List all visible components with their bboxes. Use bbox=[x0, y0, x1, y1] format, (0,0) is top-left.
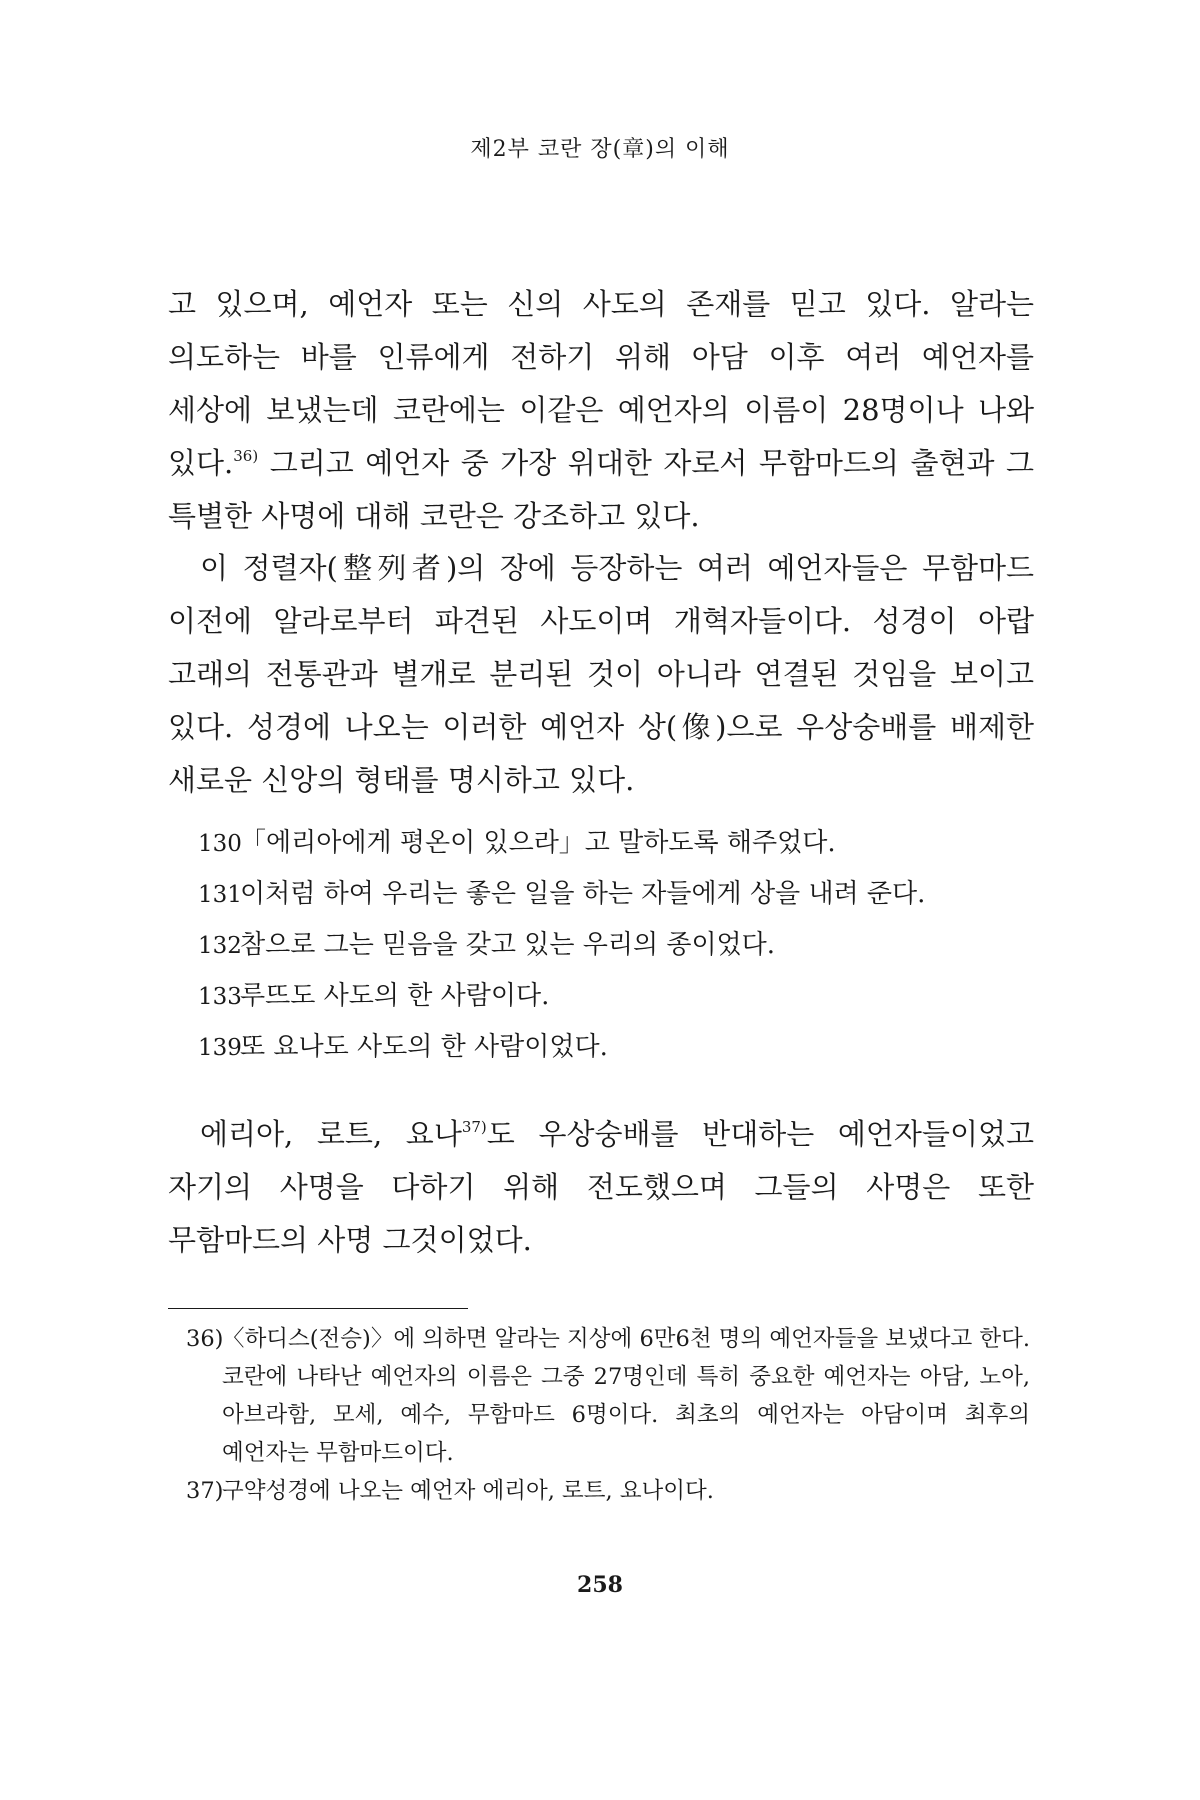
paragraph-3 bbox=[168, 1108, 1034, 1267]
footnote-number: 37) bbox=[186, 1478, 224, 1504]
paragraph-1 bbox=[168, 278, 1034, 543]
verse-text: 이처럼 하여 우리는 좋은 일을 하는 자들에게 상을 내려 준다. bbox=[240, 879, 926, 909]
verse-number: 130 bbox=[198, 831, 242, 857]
verse-list bbox=[198, 818, 1018, 1073]
footnote-number: 36) bbox=[186, 1326, 224, 1352]
verse-133 bbox=[198, 971, 1018, 1022]
running-head: 제2부 코란 장(章)의 이해 bbox=[470, 137, 730, 162]
footnote-ref-37: 37) bbox=[461, 1118, 487, 1136]
paragraph-2: 이 정렬자(整列者)의 장에 등장하는 여러 예언자들은 무함마드 이전에 알라로부터 파견된 사도이며 개혁자들이다. 성경이 아랍 고래의 전통관과 별개로 분리된 것이 아니라 연결된 것임을 보이고 있다. 성경에 나오는 이러한 예언자 상(像)으로 우상숭배를 배제한 새로운 신앙의 형태를 명시하고 있다. bbox=[168, 551, 1034, 797]
footnote-36 bbox=[186, 1320, 1030, 1472]
verse-text: 「에리아에게 평온이 있으라」고 말하도록 해주었다. bbox=[240, 828, 836, 858]
paragraph-3-text-a: 에리아, 로트, 요나 bbox=[200, 1117, 462, 1151]
verse-132 bbox=[198, 920, 1018, 971]
footnote-ref-36: 36) bbox=[233, 447, 259, 465]
verse-number: 139 bbox=[198, 1035, 242, 1061]
verse-number: 131 bbox=[198, 882, 242, 908]
footnote-text: 구약성경에 나오는 예언자 에리아, 로트, 요나이다. bbox=[222, 1478, 714, 1504]
verse-text: 또 요나도 사도의 한 사람이었다. bbox=[240, 1032, 608, 1062]
paragraph-1-text-a: 고 있으며, 예언자 또는 신의 사도의 존재를 믿고 있다. 알라는 의도하는 바를 인류에게 전하기 위해 아담 이후 여러 예언자를 세상에 보냈는데 코란에는 이같은 예언자의 이름이 28명이나 나와 있다. bbox=[168, 287, 1034, 480]
paragraph-1-text-b: 그리고 예언자 중 가장 위대한 자로서 무함마드의 출현과 그 특별한 사명에 대해 코란은 강조하고 있다. bbox=[168, 446, 1034, 533]
verse-text: 루뜨도 사도의 한 사람이다. bbox=[240, 981, 550, 1011]
paragraph-3-text-b: 도 우상숭배를 반대하는 예언자들이었고 자기의 사명을 다하기 위해 전도했으며 그들의 사명은 또한 무함마드의 사명 그것이었다. bbox=[168, 1117, 1034, 1257]
footnote-divider bbox=[168, 1308, 468, 1309]
footnote-37 bbox=[186, 1472, 1030, 1510]
verse-139 bbox=[198, 1022, 1018, 1073]
verse-number: 133 bbox=[198, 984, 242, 1010]
verse-131 bbox=[198, 869, 1018, 920]
verse-130 bbox=[198, 818, 1018, 869]
verse-number: 132 bbox=[198, 933, 242, 959]
page-number: 258 bbox=[577, 1572, 623, 1598]
footnote-text: 〈하디스(전승)〉에 의하면 알라는 지상에 6만6천 명의 예언자들을 보냈다고 한다. 코란에 나타난 예언자의 이름은 그중 27명인데 특히 중요한 예언자는 아담, 노아, 아브라함, 모세, 예수, 무함마드 6명이다. 최초의 예언자는 아담이며 최후의 예언자는 무함마드이다. bbox=[222, 1326, 1030, 1466]
verse-text: 참으로 그는 믿음을 갖고 있는 우리의 종이었다. bbox=[240, 930, 776, 960]
footnotes bbox=[186, 1320, 1030, 1510]
